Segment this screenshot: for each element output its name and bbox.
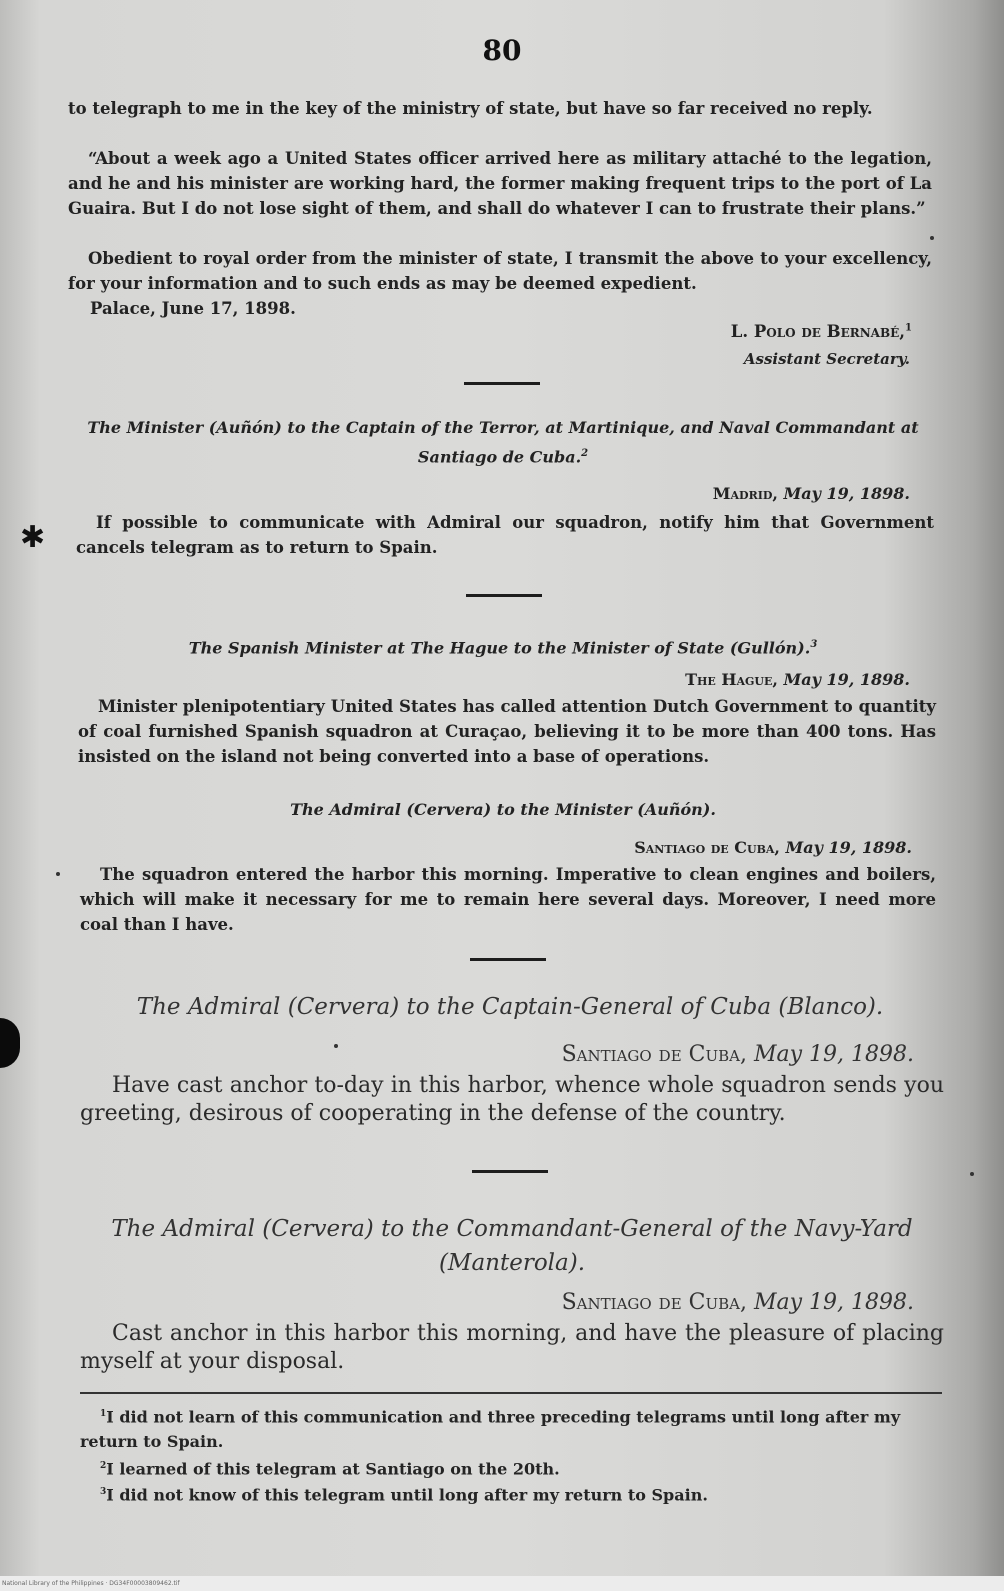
place: Santiago de Cuba, bbox=[634, 838, 780, 857]
date: May 19, 1898. bbox=[753, 1042, 914, 1067]
footnote-rule bbox=[80, 1392, 942, 1394]
place: Madrid, bbox=[712, 484, 778, 503]
place: The Hague, bbox=[685, 670, 778, 689]
heading-hague-minister bbox=[70, 632, 936, 661]
heading-text: The Spanish Minister at The Hague to the Minister of State (Gullón). bbox=[188, 638, 811, 658]
paragraph-squadron-entered: The squadron entered the harbor this morning. Imperative to clean engines and boilers, which will make it necessary for me to remain here several days. Moreover, I need more coal than I have. bbox=[80, 865, 936, 934]
place: Santiago de Cuba, bbox=[561, 1290, 747, 1315]
scan-ink-blot bbox=[0, 1018, 20, 1068]
footnote-1-text: I did not learn of this communication and three preceding telegrams until long after my return to Spain. bbox=[80, 1407, 901, 1452]
footnote-2-mark: 2 bbox=[100, 1461, 107, 1471]
paragraph-telegraph-reply: to telegraph to me in the key of the ministry of state, but have so far received no reply. bbox=[68, 99, 873, 118]
section-divider bbox=[472, 1170, 548, 1173]
paragraph-military-attache: “About a week ago a United States officer arrived here as military attaché to the legation, and he and his minister are working hard, the former making frequent trips to the port of La Guaira. But I do not lose sight of them, and shall do whatever I can to frustrate their plans.” bbox=[68, 149, 932, 218]
place: Santiago de Cuba, bbox=[561, 1042, 747, 1067]
section-divider bbox=[470, 958, 546, 961]
scan-speck bbox=[970, 1172, 974, 1176]
signature-title: Assistant Secretary. bbox=[743, 350, 910, 368]
heading-minister-to-captain bbox=[70, 415, 936, 470]
signature-footnote-ref: 1 bbox=[905, 322, 912, 334]
footnote-3-text: I did not know of this telegram until long after my return to Spain. bbox=[106, 1485, 708, 1505]
dateline-santiago-2 bbox=[440, 1042, 914, 1067]
heading-part: The Admiral ( bbox=[136, 994, 297, 1020]
heading-name: Blanco bbox=[787, 994, 867, 1020]
heading-part: ). bbox=[866, 994, 884, 1020]
date: May 19, 1898. bbox=[783, 670, 910, 689]
paragraph-cancel-telegram: If possible to communicate with Admiral our squadron, notify him that Government cancels telegram as to return to Spain. bbox=[76, 513, 934, 557]
footnote-2-text: I learned of this telegram at Santiago on the 20th. bbox=[106, 1459, 560, 1479]
footnote-3-mark: 3 bbox=[100, 1487, 107, 1497]
paragraph-cast-anchor-greeting: Have cast anchor to-day in this harbor, whence whole squadron sends you greeting, desirous of cooperating in the defense of the country. bbox=[80, 1073, 944, 1126]
date: May 19, 1898. bbox=[753, 1290, 914, 1315]
heading-admiral-to-minister: The Admiral (Cervera) to the Minister (Auñón). bbox=[290, 800, 716, 819]
footnote-3 bbox=[80, 1480, 942, 1507]
margin-asterisk-mark: ✱ bbox=[20, 520, 46, 555]
dateline-santiago-1 bbox=[500, 838, 912, 857]
footnote-1 bbox=[80, 1402, 942, 1454]
heading-part: ) to the Captain-General of Cuba ( bbox=[390, 994, 788, 1020]
scan-source-strip: National Library of the Philippines · DG34F00003809462.tif bbox=[0, 1576, 1004, 1591]
page-number: 80 bbox=[482, 34, 522, 67]
scan-speck bbox=[334, 1044, 338, 1048]
heading-footnote-ref: 3 bbox=[810, 639, 818, 650]
heading-admiral-to-commandant: The Admiral (Cervera) to the Commandant-General of the Navy-Yard (Manterola). bbox=[111, 1216, 913, 1276]
date: May 19, 1898. bbox=[785, 838, 912, 857]
date: May 19, 1898. bbox=[783, 484, 910, 503]
heading-name: Cervera bbox=[296, 994, 391, 1020]
paragraph-royal-order: Obedient to royal order from the minister of state, I transmit the above to your excellency, for your information and to such ends as may be deemed expedient. bbox=[68, 249, 932, 293]
heading-footnote-ref: 2 bbox=[581, 448, 589, 459]
scan-speck bbox=[56, 872, 60, 876]
section-divider bbox=[464, 382, 540, 385]
dateline-hague bbox=[500, 670, 910, 689]
paragraph-coal-curacao: Minister plenipotentiary United States has called attention Dutch Government to quantity of coal furnished Spanish squadron at Curaçao, believing it to be more than 400 tons. Has insisted on the island not being converted into a base of operations. bbox=[78, 697, 936, 766]
dateline-santiago-3 bbox=[440, 1290, 914, 1315]
dateline-madrid bbox=[500, 484, 910, 503]
signature bbox=[500, 322, 912, 341]
signature-name: L. Polo de Bernabé, bbox=[730, 322, 906, 341]
place-date-line: Palace, June 17, 1898. bbox=[90, 299, 296, 318]
paragraph-cast-anchor-disposal: Cast anchor in this harbor this morning, and have the pleasure of placing myself at your disposal. bbox=[80, 1321, 944, 1374]
heading-admiral-to-captain-general bbox=[80, 990, 940, 1024]
heading-text: The Minister (Auñón) to the Captain of the Terror, at Martinique, and Naval Commandant at Santiago de Cuba. bbox=[87, 418, 919, 467]
footnote-1-mark: 1 bbox=[100, 1409, 107, 1419]
footnote-2 bbox=[80, 1454, 942, 1481]
scan-speck bbox=[930, 236, 934, 240]
section-divider bbox=[466, 594, 542, 597]
